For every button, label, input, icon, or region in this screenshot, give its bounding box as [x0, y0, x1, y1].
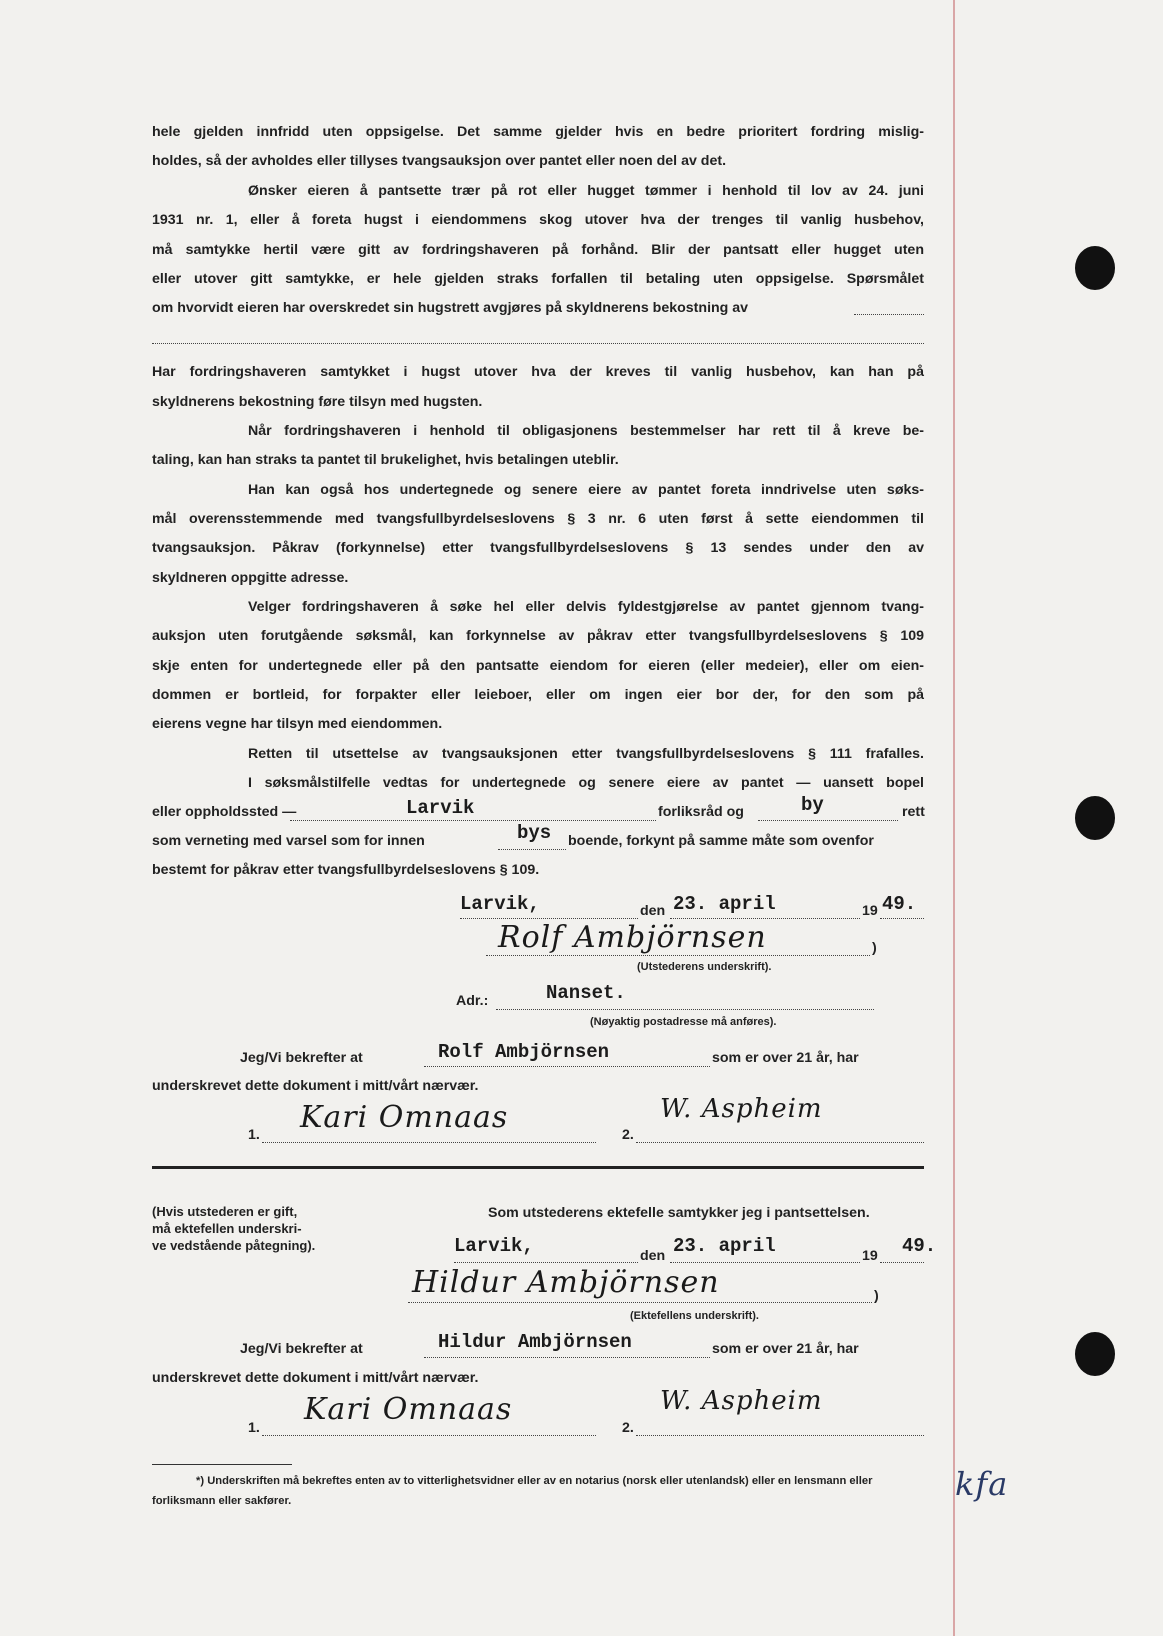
- section-divider: [152, 1166, 924, 1169]
- signature-caption: (Utstederens underskrift).: [637, 961, 772, 973]
- spouse-note: (Hvis utstederen er gift, må ektefellen underskri- ve vedstående påtegning).: [152, 1204, 316, 1253]
- fill-line: [880, 918, 924, 919]
- witness-number: 2.: [622, 1420, 634, 1436]
- address-value: Nanset.: [546, 982, 626, 1004]
- witness-number: 1.: [248, 1420, 260, 1436]
- century-label: 19: [862, 903, 878, 919]
- body-line: må samtykke hertil være gitt av fordringshaveren på forhånd. Blir der pantsatt eller hugget uten: [152, 242, 924, 258]
- body-line: eller utover gitt samtykke, er hele gjelden straks forfallen til betaling uten oppsigelse. Spørsmålet: [152, 271, 924, 287]
- body-line: Velger fordringshaveren å søke hel eller delvis fyldestgjørelse av pantet gjennom tvang-: [248, 599, 924, 615]
- fill-line: [460, 918, 638, 919]
- fill-line: [498, 849, 566, 850]
- sig-close: ): [874, 1288, 879, 1304]
- witness-signature: Kari Omnaas: [304, 1392, 513, 1427]
- fill-line: [454, 1262, 638, 1263]
- fill-line: [262, 1435, 596, 1436]
- fill-line: [496, 1009, 874, 1010]
- margin-initials: kfa: [955, 1465, 1009, 1503]
- signing-place: Larvik,: [454, 1235, 534, 1257]
- confirm-text: underskrevet dette dokument i mitt/vårt nærvær.: [152, 1078, 479, 1094]
- witness-number: 2.: [622, 1127, 634, 1143]
- body-line: skyldnerens bekostning føre tilsyn med hugsten.: [152, 394, 483, 410]
- signing-year: 49.: [882, 893, 917, 915]
- body-text: som verneting med varsel som for innen: [152, 833, 425, 849]
- body-line: Ønsker eieren å pantsette trær på rot eller hugget tømmer i henhold til lov av 24. juni: [248, 183, 924, 199]
- confirm-text: Jeg/Vi bekrefter at: [240, 1050, 363, 1066]
- confirmed-name: Hildur Ambjörnsen: [438, 1331, 632, 1353]
- punch-hole: [1075, 246, 1115, 290]
- body-text: boende, forkynt på samme måte som ovenfor: [568, 833, 874, 849]
- spouse-consent: Som utstederens ektefelle samtykker jeg i pantsettelsen.: [488, 1205, 870, 1221]
- body-line: 1931 nr. 1, eller å foreta hugst i eiendommens skog utover hva der trenges til vanlig husbehov,: [152, 212, 924, 228]
- witness-signature: W. Aspheim: [660, 1094, 823, 1124]
- address-label: Adr.:: [456, 993, 489, 1009]
- body-line: Har fordringshaveren samtykket i hugst utover hva der kreves til vanlig husbehov, kan han på: [152, 364, 924, 380]
- witness-number: 1.: [248, 1127, 260, 1143]
- signing-date: 23. april: [673, 1235, 776, 1257]
- fill-line: [152, 343, 924, 344]
- fill-line: [670, 1262, 860, 1263]
- body-line: bestemt for påkrav etter tvangsfullbyrdelseslovens § 109.: [152, 862, 540, 878]
- century-label: 19: [862, 1248, 878, 1264]
- body-line: mål overensstemmende med tvangsfullbyrdelseslovens § 3 nr. 6 uten først å sette eiendommen til: [152, 511, 924, 527]
- fill-line: [424, 1357, 710, 1358]
- issuer-signature: Rolf Ambjörnsen: [498, 920, 767, 955]
- court-type: by: [801, 794, 824, 816]
- confirm-text: underskrevet dette dokument i mitt/vårt nærvær.: [152, 1370, 479, 1386]
- fill-line: [408, 1302, 872, 1303]
- body-text: rett: [902, 804, 925, 820]
- fill-line: [854, 314, 924, 315]
- confirm-text: som er over 21 år, har: [712, 1050, 859, 1066]
- body-text: forliksråd og: [658, 804, 744, 820]
- fill-line: [670, 918, 860, 919]
- body-line: Når fordringshaveren i henhold til obligasjonens bestemmelser har rett til å kreve be-: [248, 423, 924, 439]
- body-text: eller oppholdssted —: [152, 804, 297, 820]
- sig-close: ): [872, 940, 877, 956]
- body-line: eierens vegne har tilsyn med eiendommen.: [152, 716, 443, 732]
- punch-hole: [1075, 1332, 1115, 1376]
- witness-signature: W. Aspheim: [660, 1386, 823, 1416]
- address-caption: (Nøyaktig postadresse må anføres).: [590, 1016, 777, 1028]
- confirm-text: Jeg/Vi bekrefter at: [240, 1341, 363, 1357]
- witness-signature: Kari Omnaas: [300, 1100, 509, 1135]
- signing-year: 49.: [902, 1235, 937, 1257]
- body-line: Retten til utsettelse av tvangsauksjonen etter tvangsfullbyrdelseslovens § 111 frafalles.: [248, 746, 924, 762]
- punch-hole: [1075, 796, 1115, 840]
- body-line: om hvorvidt eieren har overskredet sin hugstrett avgjøres på skyldnerens bekostning av: [152, 300, 749, 316]
- body-line: skje enten for undertegnede eller på den pantsatte eiendom for eieren (eller medeier), eller om eien-: [152, 658, 924, 674]
- footnote-rule: [152, 1464, 292, 1465]
- signing-place: Larvik,: [460, 893, 540, 915]
- den-label: den: [640, 903, 666, 919]
- body-line: dommen er bortleid, for forpakter eller leieboer, eller om ingen eier bor der, for den som på: [152, 687, 924, 703]
- fill-line: [424, 1066, 710, 1067]
- confirm-text: som er over 21 år, har: [712, 1341, 859, 1357]
- confirmed-name: Rolf Ambjörnsen: [438, 1041, 610, 1063]
- body-line: auksjon uten forutgående søksmål, kan forkynnelse av påkrav etter tvangsfullbyrdelseslovens § 109: [152, 628, 924, 644]
- fill-line: [636, 1142, 924, 1143]
- body-line: tvangsauksjon. Påkrav (forkynnelse) etter tvangsfullbyrdelseslovens § 13 sendes under den av: [152, 540, 924, 556]
- body-line: Han kan også hos undertegnede og senere eiere av pantet foreta inndrivelse uten søks-: [248, 482, 924, 498]
- footnote: *) Underskriften må bekreftes enten av to vitterlighetsvidner eller av en notarius (norsk eller utenlandsk) eller en lensmann eller forliksmann eller sakfører.: [152, 1475, 873, 1507]
- fill-line: [290, 820, 656, 821]
- fill-line: [486, 955, 870, 956]
- spouse-signature: Hildur Ambjörnsen: [412, 1265, 720, 1300]
- jurisdiction-fill: bys: [517, 822, 552, 844]
- body-line: hele gjelden innfridd uten oppsigelse. Det samme gjelder hvis en bedre prioritert fordring mislig-: [152, 124, 924, 140]
- fill-line: [262, 1142, 596, 1143]
- signing-date: 23. april: [673, 893, 776, 915]
- body-line: holdes, så der avholdes eller tillyses tvangsauksjon over pantet eller noen del av det.: [152, 153, 727, 169]
- margin-line: [953, 0, 955, 1636]
- fill-line: [636, 1435, 924, 1436]
- body-line: taling, kan han straks ta pantet til brukelighet, hvis betalingen uteblir.: [152, 452, 619, 468]
- den-label: den: [640, 1248, 666, 1264]
- court-name: Larvik: [406, 797, 475, 819]
- body-line: skyldneren oppgitte adresse.: [152, 570, 349, 586]
- fill-line: [880, 1262, 924, 1263]
- body-line: I søksmålstilfelle vedtas for undertegnede og senere eiere av pantet — uansett bopel: [248, 775, 924, 791]
- fill-line: [758, 820, 898, 821]
- signature-caption: (Ektefellens underskrift).: [630, 1310, 759, 1322]
